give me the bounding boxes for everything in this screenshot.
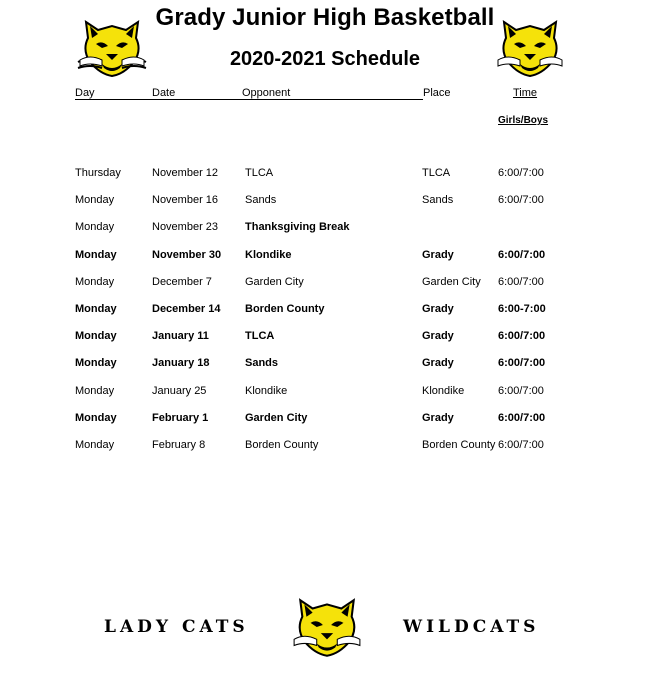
date-cell: February 1 bbox=[152, 411, 209, 424]
time-cell: 6:00/7:00 bbox=[498, 330, 546, 343]
schedule-table bbox=[0, 167, 650, 466]
place-cell: Klondike bbox=[422, 384, 465, 397]
date-cell: February 8 bbox=[152, 438, 206, 451]
date-cell: January 18 bbox=[152, 357, 210, 370]
date-cell: November 16 bbox=[152, 194, 219, 207]
day-cell: Monday bbox=[75, 194, 115, 207]
table-row bbox=[0, 194, 650, 221]
column-header-opponent: Opponent bbox=[242, 87, 291, 99]
table-row bbox=[0, 439, 650, 466]
opponent-cell: Sands bbox=[245, 357, 279, 370]
table-row bbox=[0, 167, 650, 194]
place-cell: Grady bbox=[422, 330, 454, 343]
day-cell: Monday bbox=[75, 438, 115, 451]
opponent-cell: Klondike bbox=[245, 384, 288, 397]
opponent-cell: TLCA bbox=[245, 167, 274, 179]
date-cell: December 14 bbox=[152, 302, 221, 315]
date-cell: December 7 bbox=[152, 275, 212, 288]
column-header-day: Day bbox=[75, 87, 95, 99]
day-cell: Thursday bbox=[75, 167, 121, 179]
time-cell: 6:00/7:00 bbox=[498, 194, 544, 207]
time-cell: 6:00/7:00 bbox=[498, 438, 544, 451]
opponent-cell: Garden City bbox=[245, 275, 304, 288]
date-cell: January 25 bbox=[152, 384, 207, 397]
place-cell: Grady bbox=[422, 302, 454, 315]
wildcat-head-icon bbox=[494, 16, 566, 80]
page-subtitle: 2020-2021 Schedule bbox=[229, 48, 421, 70]
place-cell: Borden County bbox=[422, 438, 496, 451]
table-row bbox=[0, 385, 650, 412]
opponent-cell: Borden County bbox=[245, 302, 325, 315]
header-divider bbox=[75, 99, 423, 100]
wildcat-head-icon bbox=[76, 16, 148, 80]
time-cell: 6:00/7:00 bbox=[498, 411, 546, 424]
column-header-place: Place bbox=[423, 87, 451, 99]
time-subheader: Girls/Boys bbox=[498, 115, 549, 126]
place-cell: Garden City bbox=[422, 275, 481, 288]
table-row bbox=[0, 249, 650, 276]
opponent-cell: TLCA bbox=[245, 330, 275, 343]
opponent-cell: Sands bbox=[245, 194, 277, 207]
place-cell: Sands bbox=[422, 194, 454, 207]
table-row bbox=[0, 303, 650, 330]
wildcat-head-icon bbox=[290, 594, 364, 660]
table-row bbox=[0, 221, 650, 248]
day-cell: Monday bbox=[75, 330, 117, 343]
day-cell: Monday bbox=[75, 357, 117, 370]
page-title: Grady Junior High Basketball bbox=[155, 4, 495, 31]
place-cell: Grady bbox=[422, 411, 454, 424]
date-cell: November 23 bbox=[152, 221, 219, 234]
day-cell: Monday bbox=[75, 384, 115, 397]
time-cell: 6:00/7:00 bbox=[498, 248, 546, 261]
time-cell: 6:00-7:00 bbox=[498, 302, 546, 315]
column-header-date: Date bbox=[152, 87, 176, 99]
lady-cats-label: LADY CATS bbox=[104, 617, 249, 637]
table-row bbox=[0, 276, 650, 303]
table-row bbox=[0, 330, 650, 357]
place-cell: Grady bbox=[422, 248, 454, 261]
table-row bbox=[0, 357, 650, 384]
place-cell: Grady bbox=[422, 357, 454, 370]
time-cell: 6:00/7:00 bbox=[498, 167, 544, 179]
date-cell: November 12 bbox=[152, 167, 219, 179]
date-cell: November 30 bbox=[152, 248, 222, 261]
day-cell: Monday bbox=[75, 302, 117, 315]
opponent-cell: Borden County bbox=[245, 438, 319, 451]
opponent-cell: Klondike bbox=[245, 248, 292, 261]
time-cell: 6:00/7:00 bbox=[498, 275, 544, 288]
wildcats-label: WILDCATS bbox=[403, 617, 540, 637]
date-cell: January 11 bbox=[152, 330, 209, 343]
day-cell: Monday bbox=[75, 248, 117, 261]
time-cell: 6:00/7:00 bbox=[498, 384, 544, 397]
opponent-cell: Garden City bbox=[245, 411, 308, 424]
day-cell: Monday bbox=[75, 411, 117, 424]
time-cell: 6:00/7:00 bbox=[498, 357, 546, 370]
day-cell: Monday bbox=[75, 275, 115, 288]
opponent-cell: Thanksgiving Break bbox=[245, 221, 350, 234]
place-cell: TLCA bbox=[422, 167, 451, 179]
day-cell: Monday bbox=[75, 221, 115, 234]
column-header-time: Time bbox=[513, 87, 538, 99]
table-row bbox=[0, 412, 650, 439]
